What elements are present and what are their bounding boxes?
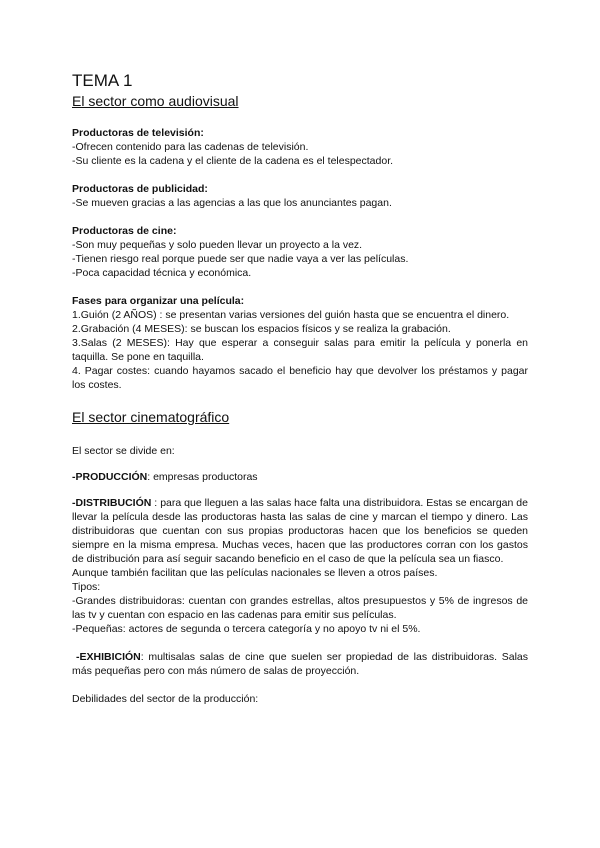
document-page: [72, 70, 528, 706]
phase-item: 4. Pagar costes: cuando hayamos sacado el beneficio hay que devolver los préstamos y pagar los costes.: [72, 365, 528, 391]
cine-heading: Productoras de cine:: [72, 225, 177, 237]
distribution-text: : para que lleguen a las salas hace falta una distribuidora. Estas se encargan de llevar la película desde las productoras hasta las salas de cine y marcan el tiempo y dinero. Las distribuidoras que cuentan con sus propias productoras hacen que los beneficios se queden siempre en la misma empresa. Muchas veces, hacen que las productores corran con los gastos de distribución para así seguir sacando beneficio en el caso de que la película sea un fiasco.: [72, 497, 528, 565]
section-heading-cinema: El sector cinematográfico: [72, 409, 230, 425]
sector-intro: El sector se divide en:: [72, 445, 175, 457]
tv-line: -Su cliente es la cadena y el cliente de la cadena es el telespectador.: [72, 155, 394, 167]
production-text: : empresas productoras: [147, 471, 258, 483]
type-item: -Grandes distribuidoras: cuentan con grandes estrellas, altos presupuestos y 5% de ingresos de las tv y cuentan con espacio en las cadenas para emitir sus películas.: [72, 595, 528, 621]
distribution-label: -DISTRIBUCIÓN: [72, 497, 152, 509]
phase-item: 1.Guión (2 AÑOS) : se presentan varias versiones del guión hasta que se encuentra el dinero.: [72, 309, 510, 321]
exhibition-text: : multisalas salas de cine que suelen ser propiedad de las distribuidoras. Salas más pequeñas pero con más número de salas de proyección.: [72, 651, 528, 677]
tv-line: -Ofrecen contenido para las cadenas de televisión.: [72, 141, 309, 153]
exhibition-label: -EXHIBICIÓN: [76, 651, 141, 663]
ad-producers-section: [72, 182, 528, 210]
page-title: TEMA 1: [72, 71, 133, 90]
page-subtitle: El sector como audiovisual: [72, 93, 239, 109]
cine-line: -Son muy pequeñas y solo pueden llevar un proyecto a la vez.: [72, 239, 363, 251]
film-phases-section: [72, 294, 528, 392]
phase-item: 2.Grabación (4 MESES): se buscan los espacios físicos y se realiza la grabación.: [72, 323, 451, 335]
phase-item: 3.Salas (2 MESES): Hay que esperar a conseguir salas para emitir la película y ponerla en taquilla. Se pone en taquilla.: [72, 337, 528, 363]
production-label: -PRODUCCIÓN: [72, 471, 148, 483]
tv-producers-section: [72, 126, 528, 168]
type-item: -Pequeñas: actores de segunda o tercera categoría y no apoyo tv ni el 5%.: [72, 623, 421, 635]
phases-heading: Fases para organizar una película:: [72, 295, 245, 307]
types-label: Tipos:: [72, 581, 101, 593]
distribution-paragraph: [72, 496, 528, 566]
production-paragraph: [72, 470, 528, 484]
cine-line: -Poca capacidad técnica y económica.: [72, 267, 252, 279]
ads-line: -Se mueven gracias a las agencias a las que los anunciantes pagan.: [72, 197, 392, 209]
distribution-extra: Aunque también facilitan que las películas nacionales se lleven a otros países.: [72, 567, 438, 579]
exhibition-paragraph: [72, 650, 528, 678]
ads-heading: Productoras de publicidad:: [72, 183, 208, 195]
weaknesses-heading: Debilidades del sector de la producción:: [72, 693, 259, 705]
tv-heading: Productoras de televisión:: [72, 127, 204, 139]
cinema-producers-section: [72, 224, 528, 280]
cine-line: -Tienen riesgo real porque puede ser que nadie vaya a ver las películas.: [72, 253, 409, 265]
